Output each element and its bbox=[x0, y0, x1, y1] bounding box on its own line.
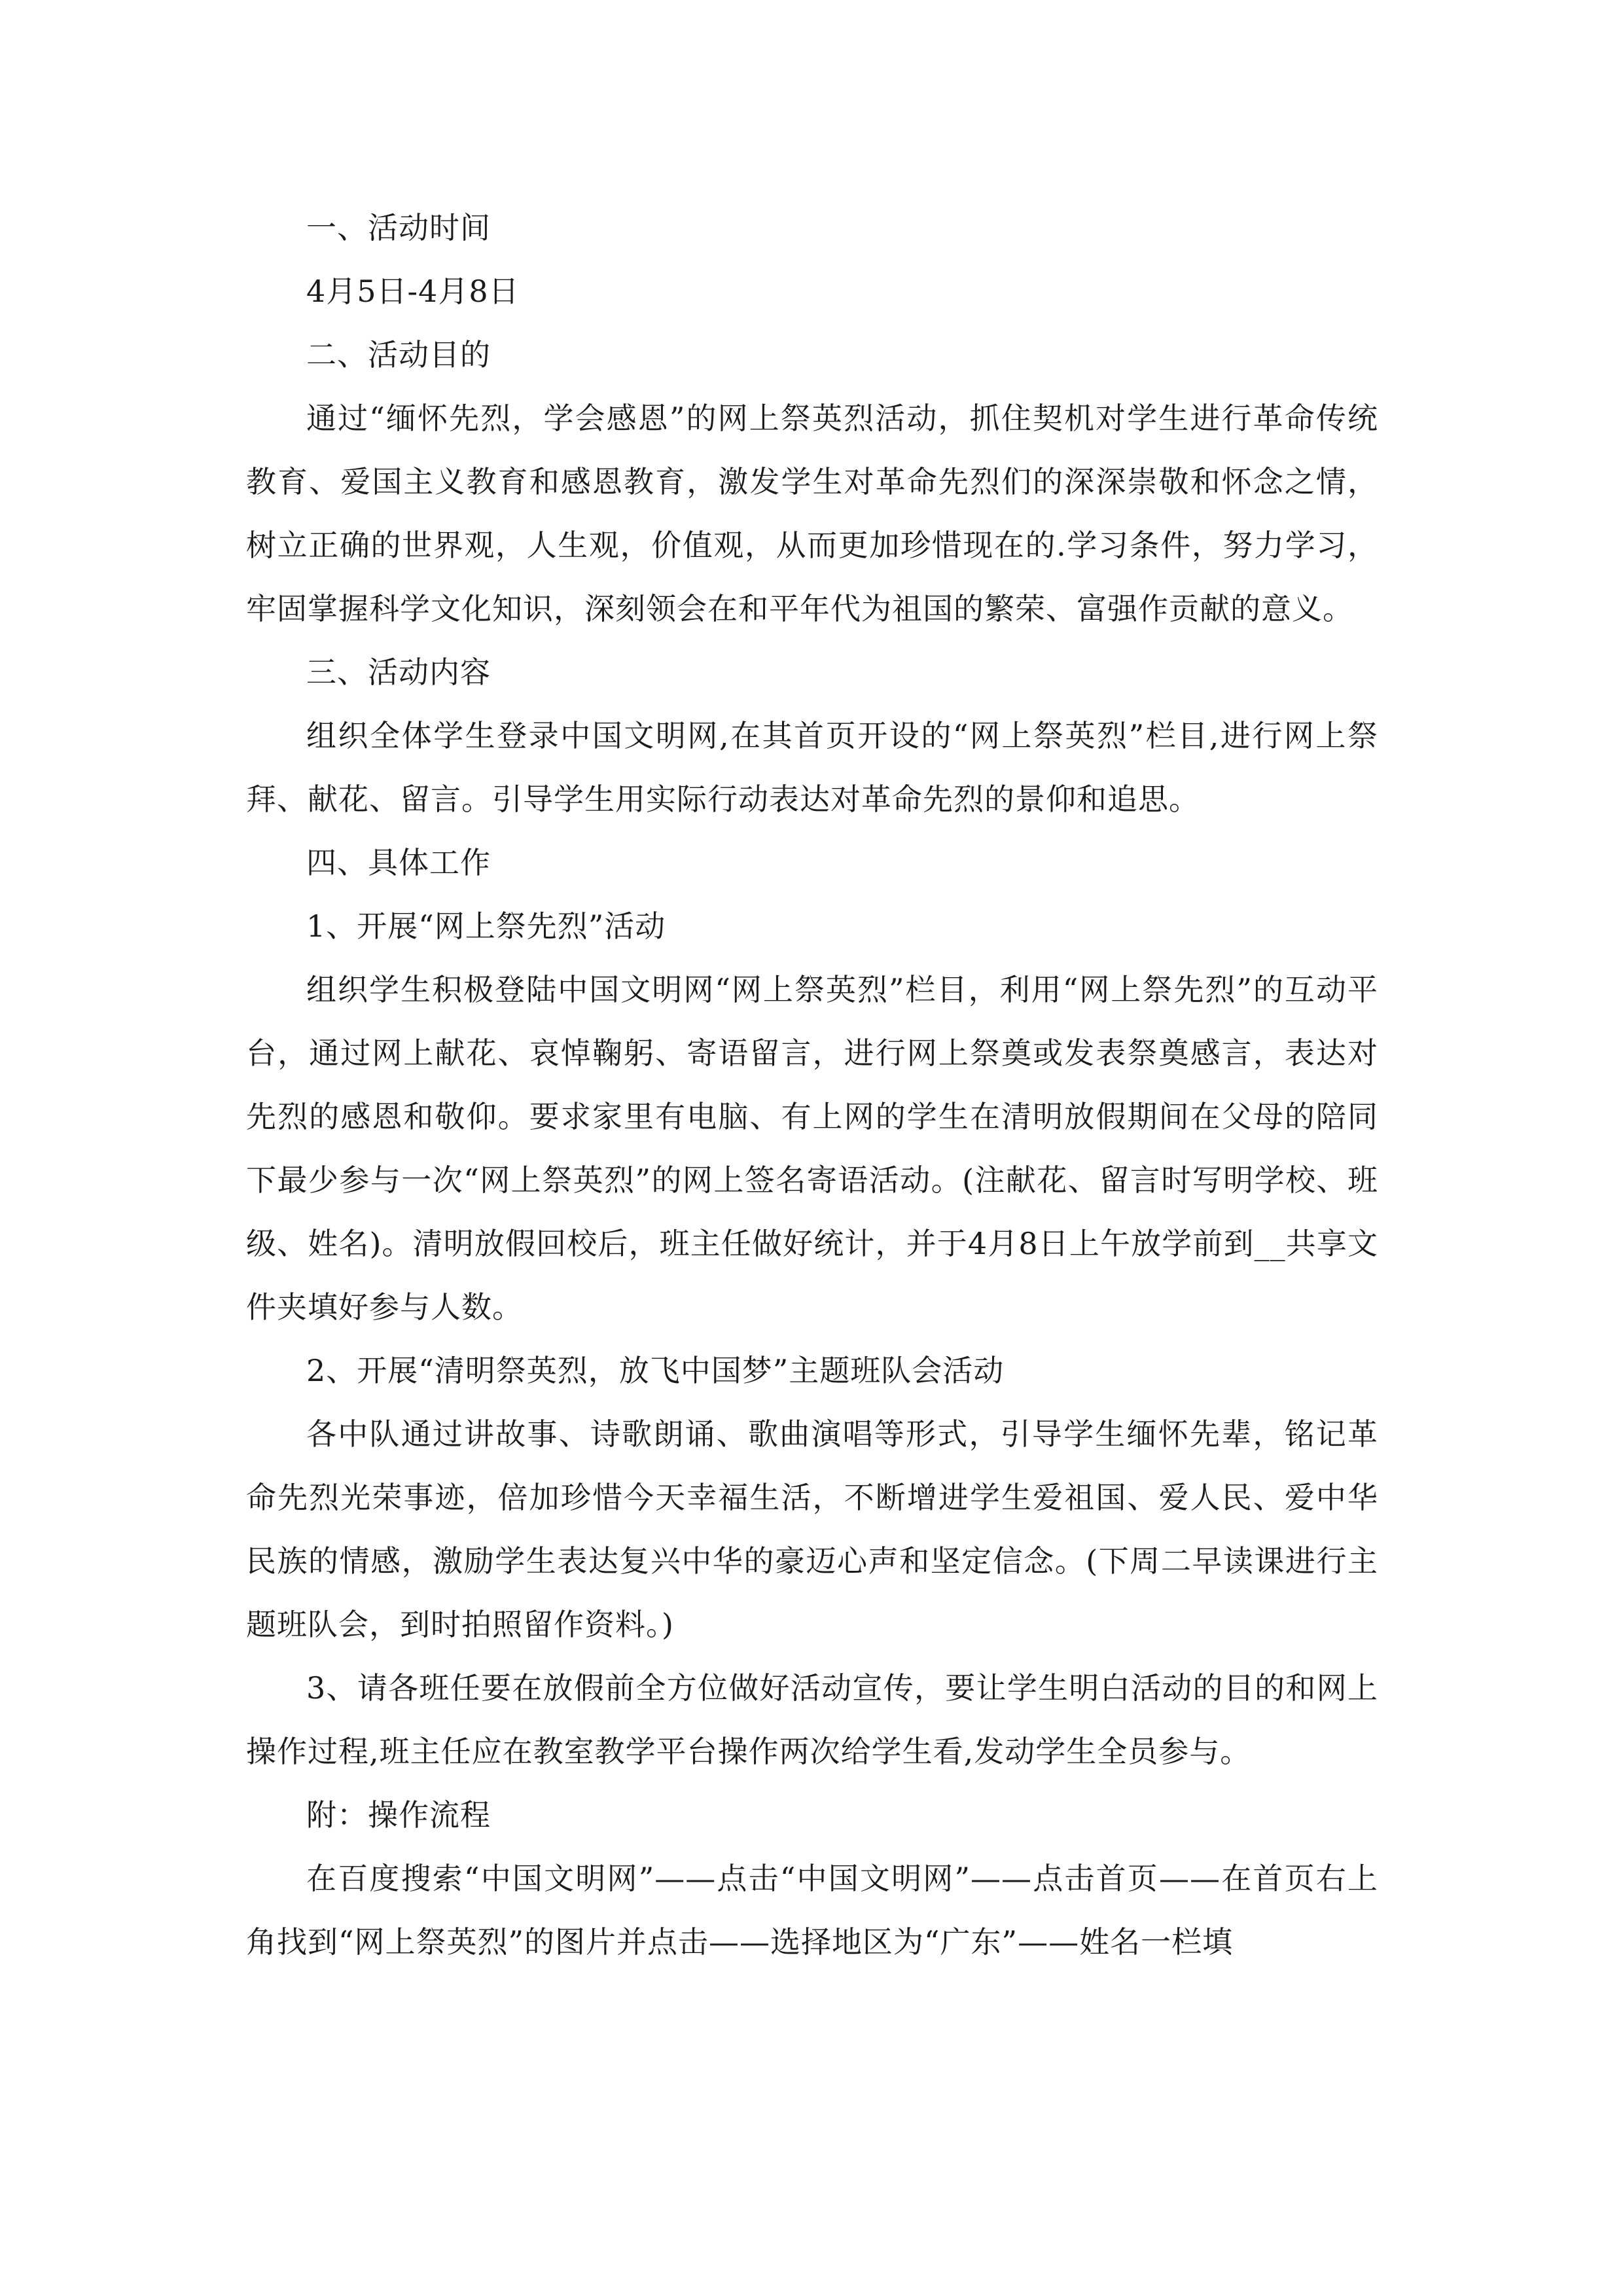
section-heading-content: 三、活动内容 bbox=[306, 655, 491, 690]
section-heading-time: 一、活动时间 bbox=[306, 210, 491, 245]
section-heading-work: 四、具体工作 bbox=[306, 845, 491, 880]
purpose-paragraph: 通过“缅怀先烈，学会感恩”的网上祭英烈活动，抓住契机对学生进行革命传统教育、爱国主义教育和感恩教育，激发学生对革命先烈们的深深崇敬和怀念之情，树立正确的世界观，人生观，价值观，从而更加珍惜现在的.学习条件，努力学习，牢固掌握科学文化知识，深刻领会在和平年代为祖国的繁荣、富强作贡献的意义。 bbox=[246, 401, 1378, 626]
document-body bbox=[246, 196, 1378, 1974]
content-paragraph: 组织全体学生登录中国文明网,在其首页开设的“网上祭英烈”栏目,进行网上祭拜、献花、留言。引导学生用实际行动表达对革命先烈的景仰和追思。 bbox=[246, 718, 1378, 817]
work-item-2-heading: 2、开展“清明祭英烈，放飞中国梦”主题班队会活动 bbox=[306, 1353, 1005, 1388]
work-item-3-paragraph: 3、请各班任要在放假前全方位做好活动宣传，要让学生明白活动的目的和网上操作过程,班主任应在教室教学平台操作两次给学生看,发动学生全员参与。 bbox=[246, 1670, 1378, 1769]
work-item-2-paragraph: 各中队通过讲故事、诗歌朗诵、歌曲演唱等形式，引导学生缅怀先辈，铭记革命先烈光荣事迹，倍加珍惜今天幸福生活，不断增进学生爱祖国、爱人民、爱中华民族的情感，激励学生表达复兴中华的豪迈心声和坚定信念。(下周二早读课进行主题班队会，到时拍照留作资料。) bbox=[246, 1416, 1378, 1642]
section-heading-purpose: 二、活动目的 bbox=[306, 337, 491, 372]
work-item-1-paragraph: 组织学生积极登陆中国文明网“网上祭英烈”栏目，利用“网上祭先烈”的互动平台，通过网上献花、哀悼鞠躬、寄语留言，进行网上祭奠或发表祭奠感言，表达对先烈的感恩和敬仰。要求家里有电脑、有上网的学生在清明放假期间在父母的陪同下最少参与一次“网上祭英烈”的网上签名寄语活动。(注献花、留言时写明学校、班级、姓名)。清明放假回校后，班主任做好统计，并于4月8日上午放学前到__共享文件夹填好参与人数。 bbox=[246, 972, 1378, 1325]
appendix-heading: 附：操作流程 bbox=[306, 1797, 491, 1833]
work-item-1-heading: 1、开展“网上祭先烈”活动 bbox=[306, 908, 666, 944]
appendix-paragraph: 在百度搜索“中国文明网”——点击“中国文明网”——点击首页——在首页右上角找到“网上祭英烈”的图片并点击——选择地区为“广东”——姓名一栏填 bbox=[246, 1861, 1378, 1960]
activity-date: 4月5日-4月8日 bbox=[306, 274, 520, 309]
